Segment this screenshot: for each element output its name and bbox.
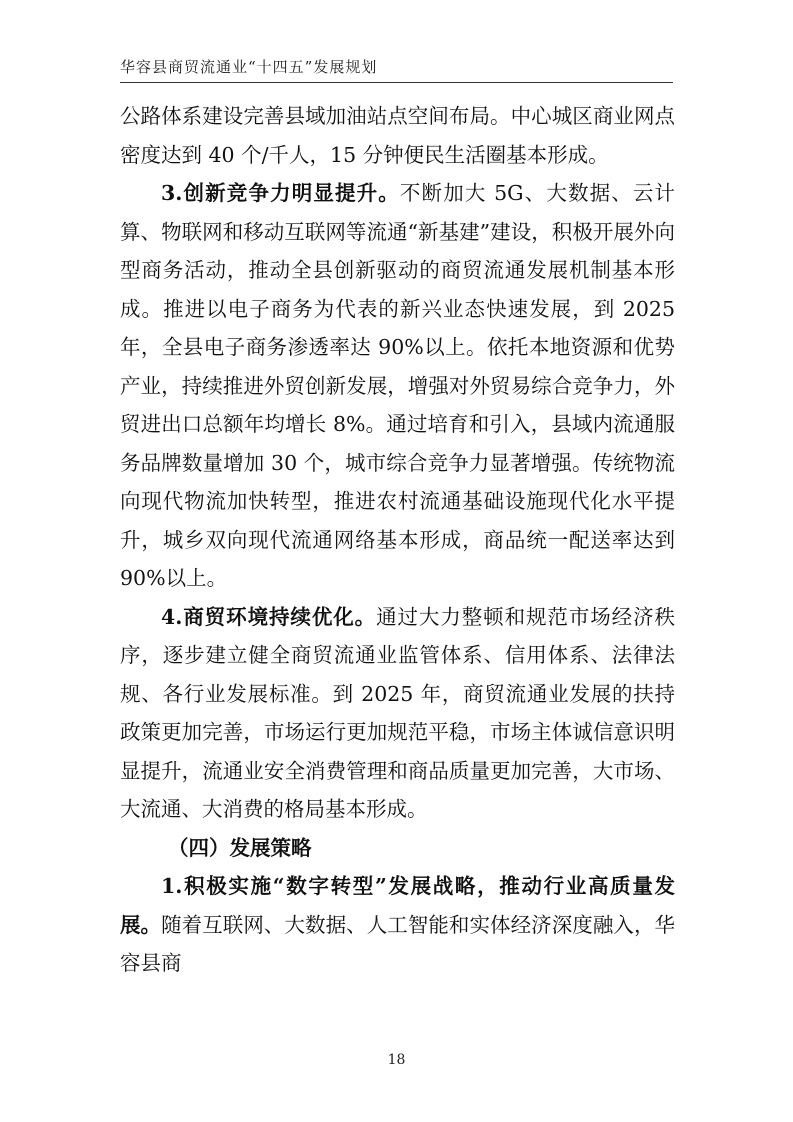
header-rule (120, 82, 673, 83)
paragraph-strategy (120, 867, 675, 983)
paragraph-text: 通过大力整顿和规范市场经济秩序，逐步建立健全商贸流通业监管体系、信用体系、法律法规、各行业发展标准。到 2025 年，商贸流通业发展的扶持政策更加完善，市场运行更加规范平稳，市场主体诚信意识明显提升，流通业安全消费管理和商品质量更加完善，大市场、大流通、大消费的格局基本形成。 (120, 604, 675, 821)
paragraph-text: 随着互联网、大数据、人工智能和实体经济深度融入，华容县商 (120, 912, 676, 975)
page-number: 18 (387, 1052, 406, 1068)
document-body (120, 97, 675, 983)
paragraph-lead: 3.创新竞争力明显提升。 (161, 181, 400, 205)
paragraph-innovation (120, 174, 675, 598)
paragraph-continuation: 公路体系建设完善县域加油站点空间布局。中心城区商业网点密度达到 40 个/千人，15 分钟便民生活圈基本形成。 (120, 104, 675, 167)
paragraph-text: 不断加大 5G、大数据、云计算、物联网和移动互联网等流通“新基建”建设，积极开展外向型商务活动，推动全县创新驱动的商贸流通发展机制基本形成。推进以电子商务为代表的新兴业态快速发展，到 2025 年，全县电子商务渗透率达 90%以上。依托本地资源和优势产业，持续推进外贸创新发展，增强对外贸易综合竞争力，外贸进出口总额年均增长 8%。通过培育和引入，县域内流通服务品牌数量增加 30 个，城市综合竞争力显著增强。传统物流向现代物流加快转型，推进农村流通基础设施现代化水平提升，城乡双向现代流通网络基本形成，商品统一配送率达到 90%以上。 (120, 181, 676, 590)
paragraph-lead: 4.商贸环境持续优化。 (161, 604, 377, 629)
paragraph-environment (120, 598, 675, 829)
paragraph-lead: 1.积极实施“数字转型”发展战略，推动行业高质量发展。 (120, 874, 675, 937)
section-heading: （四）发展策略 (168, 835, 312, 860)
running-header: 华容县商贸流通业“十四五”发展规划 (120, 58, 378, 76)
